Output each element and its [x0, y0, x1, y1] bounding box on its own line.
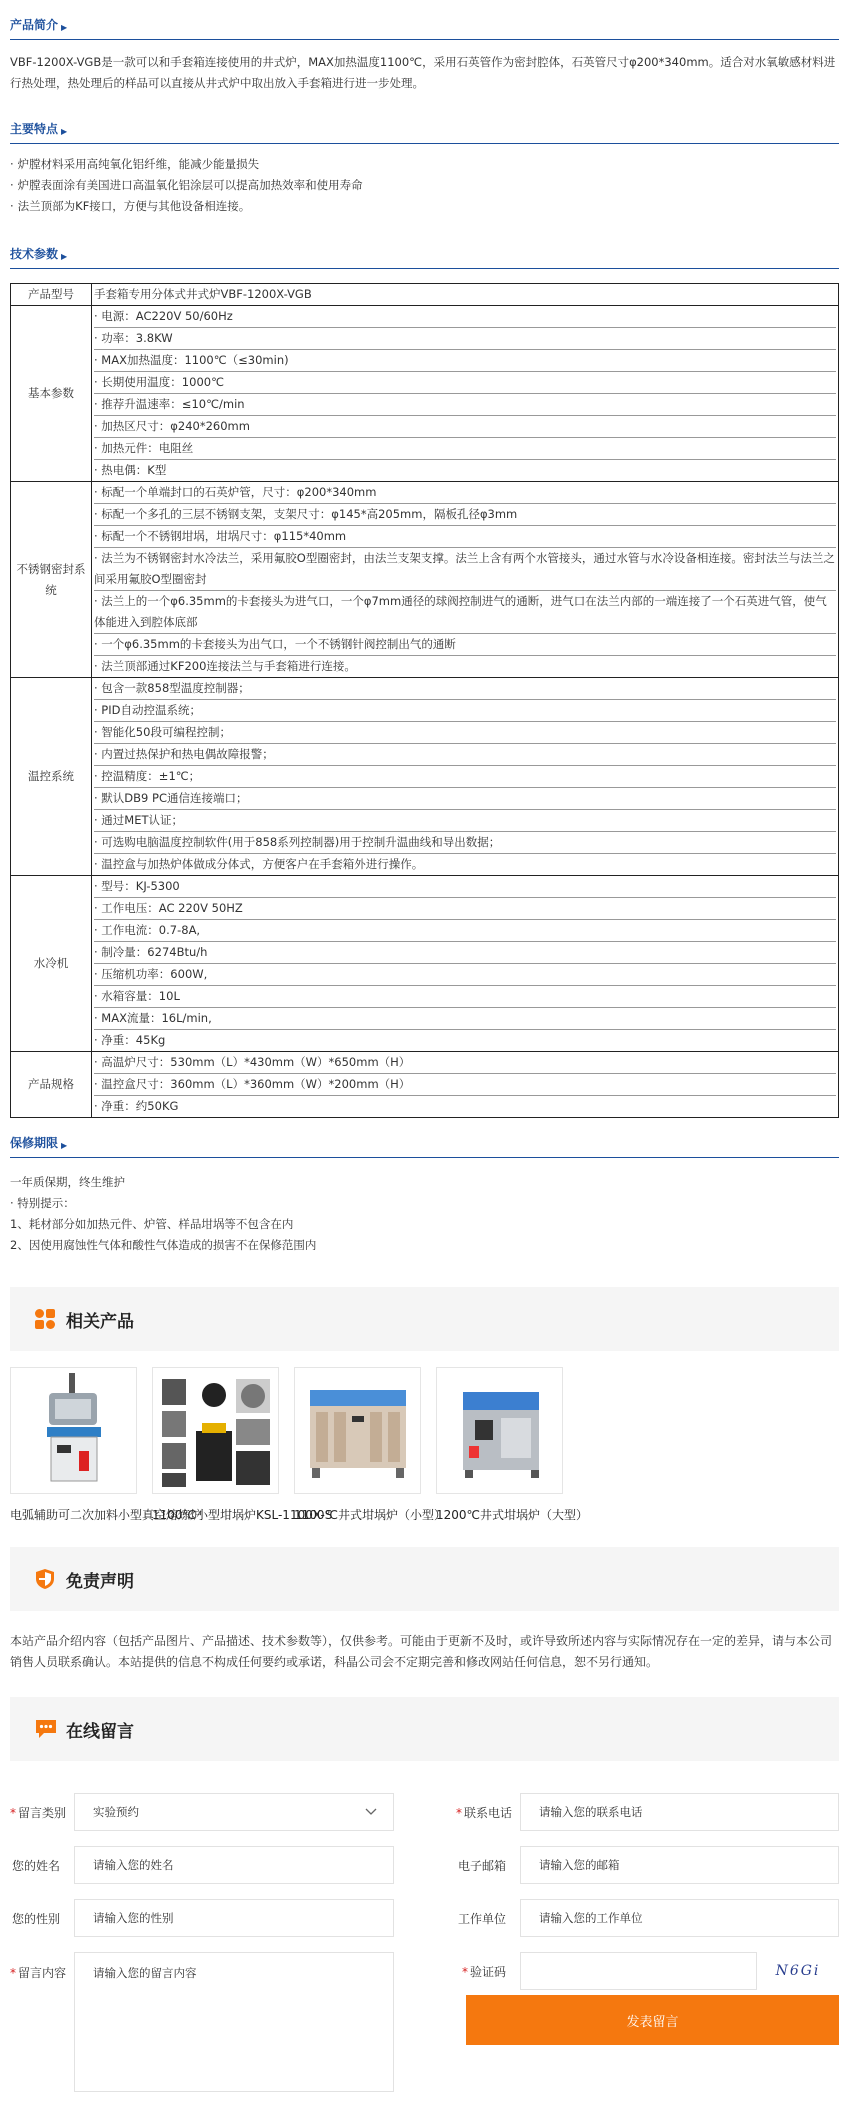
intro-title: 产品简介 [10, 18, 59, 32]
spec-line: · 加热区尺寸：φ240*260mm [94, 415, 836, 437]
captcha-image[interactable]: N6Gi [775, 1963, 821, 1979]
product-card[interactable] [436, 1367, 589, 1547]
spec-line: · 法兰顶部通过KF200连接法兰与手套箱进行连接。 [94, 655, 836, 677]
spec-line: · 一个φ6.35mm的卡套接头为出气口，一个不锈钢针阀控制出气的通断 [94, 633, 836, 655]
spec-value [92, 306, 839, 482]
related-products-header [10, 1287, 839, 1351]
spec-line: · 压缩机功率：600W, [94, 963, 836, 985]
spec-row-flange [11, 482, 839, 678]
spec-value [92, 1052, 839, 1118]
spec-value [92, 482, 839, 678]
triangle-right-icon: ▶ [61, 252, 68, 261]
content-label: * 留言内容 [10, 1966, 67, 1980]
spec-line: · 标配一个不锈钢坩埚，坩埚尺寸：φ115*40mm [94, 525, 836, 547]
captcha-field[interactable] [520, 1952, 757, 1990]
spec-value: 手套箱专用分体式井式炉VBF-1200X-VGB [92, 284, 839, 306]
spec-line: · 内置过热保护和热电偶故障报警； [94, 743, 836, 765]
spec-line: · 工作电压：AC 220V 50HZ [94, 897, 836, 919]
product-caption[interactable]: 1200℃井式坩埚炉（大型） [436, 1508, 589, 1522]
spec-line: · 制冷量：6274Btu/h [94, 941, 836, 963]
spec-line: · 型号：KJ-5300 [94, 879, 180, 893]
disclaimer-title: 免责声明 [66, 1571, 134, 1592]
spec-key: 不锈钢密封系统 [11, 482, 92, 678]
spec-line: · 热电偶：K型 [94, 459, 836, 481]
name-label: 您的姓名 [11, 1858, 60, 1873]
spec-line: · MAX加热温度：1100℃（≤30min) [94, 349, 836, 371]
triangle-right-icon: ▶ [61, 1141, 68, 1150]
feature-item: · 炉膛表面涂有美国进口高温氧化铝涂层可以提高加热效率和使用寿命 [10, 175, 839, 196]
disclaimer-text: 本站产品介绍内容（包括产品图片、产品描述、技术参数等），仅供参考。可能由于更新不及时，或许导致所述内容与实际情况存在一定的差异，请与本公司销售人员联系确认。本站提供的信息不构成任何要约或承诺，科晶公司会不定期完善和修改网站任何信息，恕不另行通知。 [10, 1634, 833, 1669]
spec-line: · 通过MET认证； [94, 809, 836, 831]
spec-key: 水冷机 [11, 876, 92, 1052]
chat-icon [34, 1718, 56, 1740]
triangle-right-icon: ▶ [61, 127, 68, 136]
spec-line: · 温控盒与加热炉体做成分体式，方便客户在手套箱外进行操作。 [94, 853, 836, 875]
phone-field[interactable]: 请输入您的联系电话 [520, 1793, 839, 1831]
spec-line: · 温控盒尺寸：360mm（L）*360mm（W）*200mm（H） [94, 1073, 836, 1095]
company-field[interactable]: 请输入您的工作单位 [520, 1899, 839, 1937]
product-card[interactable] [294, 1367, 447, 1547]
warranty-line: 一年质保期，终生维护 [10, 1175, 125, 1189]
content-row [10, 1952, 394, 2092]
spec-line: · 智能化50段可编程控制； [94, 721, 836, 743]
warranty-line: 2、因使用腐蚀性气体和酸性气体造成的损害不在保修范围内 [10, 1238, 317, 1252]
company-row [456, 1899, 839, 1937]
spec-key: 产品规格 [11, 1052, 92, 1118]
product-image[interactable] [294, 1367, 421, 1494]
product-image[interactable] [152, 1367, 279, 1494]
gender-row [10, 1899, 394, 1937]
spec-row-chiller [11, 876, 839, 1052]
warranty-line: 1、耗材部分如加热元件、炉管、样品坩埚等不包含在内 [10, 1217, 294, 1231]
email-label: 电子邮箱 [457, 1858, 506, 1873]
spec-value [92, 678, 839, 876]
disclaimer-header [10, 1547, 839, 1611]
spec-line: · 控温精度：±1℃； [94, 765, 836, 787]
intro-section-title [10, 0, 839, 40]
chevron-down-icon [365, 1805, 377, 1819]
name-row [10, 1846, 394, 1884]
captcha-label: * 验证码 [461, 1964, 506, 1979]
message-form [10, 1761, 839, 2121]
feature-item: · 炉膛材料采用高纯氧化铝纤维，能减少能量损失 [10, 154, 839, 175]
product-caption[interactable]: 1100℃井式坩埚炉（小型） [294, 1508, 447, 1522]
triangle-right-icon: ▶ [61, 23, 68, 32]
spec-title: 技术参数 [10, 247, 59, 261]
features-list [10, 144, 839, 229]
spec-line: · 标配一个单端封口的石英炉管，尺寸：φ200*340mm [94, 485, 377, 499]
spec-line: · 净重：45Kg [94, 1029, 836, 1051]
message-title: 在线留言 [66, 1721, 134, 1742]
name-field[interactable]: 请输入您的姓名 [74, 1846, 394, 1884]
email-field[interactable]: 请输入您的邮箱 [520, 1846, 839, 1884]
features-title: 主要特点 [10, 122, 59, 136]
product-caption[interactable]: 1100℃小型坩埚炉KSL-1100X-S [152, 1508, 333, 1522]
spec-line: · 电源：AC220V 50/60Hz [94, 309, 233, 323]
type-row [10, 1793, 394, 1831]
related-products-title: 相关产品 [66, 1311, 134, 1332]
email-row [456, 1846, 839, 1884]
spec-line: · 默认DB9 PC通信连接端口； [94, 787, 836, 809]
warranty-text [10, 1158, 839, 1256]
phone-row [456, 1793, 839, 1831]
spec-row-temp [11, 678, 839, 876]
product-caption[interactable]: 电弧辅助可二次加料小型真空熔炼炉 [10, 1508, 203, 1522]
spec-line: · 推荐升温速率：≤10℃/min [94, 393, 836, 415]
type-value: 实验预约 [93, 1805, 139, 1819]
submit-button[interactable]: 发表留言 [466, 1995, 839, 2045]
spec-line: · 法兰为不锈钢密封水冷法兰，采用氟胶O型圈密封，由法兰支架支撑。法兰上含有两个水管接头，通过水管与水冷设备相连接。密封法兰与法兰之间采用氟胶O型圈密封 [94, 547, 836, 590]
spec-line: · 净重：约50KG [94, 1095, 836, 1117]
company-label: 工作单位 [457, 1911, 506, 1926]
spec-row-basic [11, 306, 839, 482]
product-image[interactable] [436, 1367, 563, 1494]
spec-row-size [11, 1052, 839, 1118]
spec-row-model [11, 284, 839, 306]
message-header [10, 1697, 839, 1761]
shield-icon [34, 1568, 56, 1590]
warranty-title: 保修期限 [10, 1136, 59, 1150]
spec-line: · PID自动控温系统； [94, 699, 836, 721]
type-label: * 留言类别 [10, 1805, 67, 1820]
warranty-line: · 特别提示： [10, 1196, 75, 1210]
intro-text: VBF-1200X-VGB是一款可以和手套箱连接使用的井式炉，MAX加热温度1100℃，采用石英管作为密封腔体，石英管尺寸φ200*340mm。适合对水氧敏感材料进行热处理，热处理后的样品可以直接从井式炉中取出放入手套箱进行进一步处理。 [10, 55, 836, 90]
gender-field[interactable]: 请输入您的性别 [74, 1899, 394, 1937]
feature-item: · 法兰顶部为KF接口，方便与其他设备相连接。 [10, 196, 839, 217]
spec-line: · 可选购电脑温度控制软件(用于858系列控制器)用于控制升温曲线和导出数据； [94, 831, 836, 853]
related-products-list [10, 1351, 839, 1547]
spec-line: · 长期使用温度：1000℃ [94, 371, 836, 393]
captcha-row [456, 1952, 839, 1990]
message-type-select[interactable] [74, 1793, 394, 1831]
spec-line: · 高温炉尺寸：530mm（L）*430mm（W）*650mm（H） [94, 1055, 411, 1069]
content-textarea[interactable]: 请输入您的留言内容 [74, 1952, 394, 2092]
spec-line: · 法兰上的一个φ6.35mm的卡套接头为进气口，一个φ7mm通径的球阀控制进气的通断，进气口在法兰内部的一端连接了一个石英进气管，使气体能进入到腔体底部 [94, 590, 836, 633]
spec-line: · 工作电流：0.7-8A, [94, 919, 836, 941]
features-section-title [10, 104, 839, 144]
spec-line: · 水箱容量：10L [94, 985, 836, 1007]
gender-label: 您的性别 [11, 1911, 60, 1926]
spec-line: · 包含一款858型温度控制器； [94, 681, 250, 695]
warranty-section-title [10, 1118, 839, 1158]
product-card[interactable] [10, 1367, 203, 1547]
spec-table [10, 283, 839, 1118]
spec-section-title [10, 229, 839, 269]
spec-line: · 加热元件：电阻丝 [94, 437, 836, 459]
spec-key: 产品型号 [11, 284, 92, 306]
spec-key: 温控系统 [11, 678, 92, 876]
product-image[interactable] [10, 1367, 137, 1494]
spec-line: · 标配一个多孔的三层不锈钢支架，支架尺寸：φ145*高205mm，隔板孔径φ3mm [94, 503, 836, 525]
spec-key: 基本参数 [11, 306, 92, 482]
product-card[interactable] [152, 1367, 333, 1547]
grid-icon [34, 1308, 56, 1330]
spec-line: · 功率：3.8KW [94, 327, 836, 349]
spec-line: · MAX流量：16L/min, [94, 1007, 836, 1029]
spec-value [92, 876, 839, 1052]
phone-label: * 联系电话 [456, 1805, 513, 1820]
